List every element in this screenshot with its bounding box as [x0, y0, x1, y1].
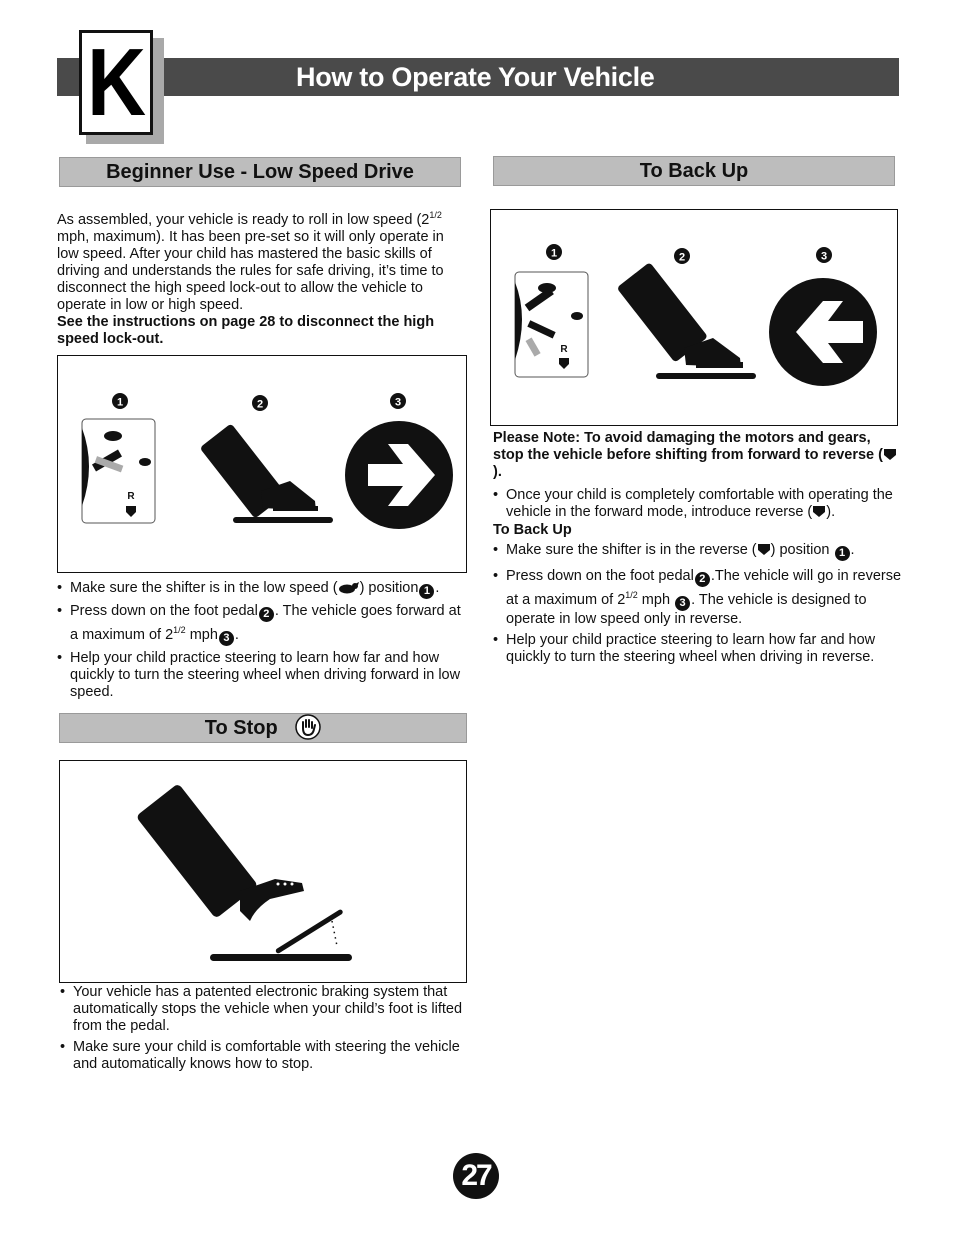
note-text: ).	[493, 464, 502, 480]
step-1-badge: 1	[419, 584, 434, 599]
backup-heading-text: To Back Up	[639, 160, 749, 182]
intro-fraction: 1/2	[429, 210, 442, 220]
intro-bold-note: See the instructions on page 28 to disconnect the high speed lock-out.	[57, 313, 435, 347]
reverse-diagram	[491, 210, 896, 424]
speed-fraction: 1/2	[625, 590, 638, 600]
bullet-text: .	[435, 580, 440, 596]
bullet-text: Make sure the shifter is in the reverse (	[506, 542, 757, 558]
backup-bullet-3	[493, 568, 903, 628]
step-3-badge: 3	[675, 596, 690, 611]
note-text: To avoid damaging the motors and gears, stop the vehicle before shifting from forward to reverse (	[493, 430, 883, 463]
reverse-label: R	[127, 491, 135, 502]
step-3-number: 3	[820, 250, 828, 263]
stop-diagram	[60, 761, 465, 981]
bullet-text: Help your child practice steering to learn how far and how quickly to turn the steering wheel when driving in reverse.	[506, 631, 876, 665]
step-2-number: 2	[256, 398, 264, 411]
backup-bullets	[493, 542, 903, 670]
turtle-icon	[757, 543, 771, 556]
beginner-heading-text: Beginner Use - Low Speed Drive	[106, 161, 414, 183]
backup-bullet-1	[493, 487, 903, 521]
intro-text-a: As assembled, your vehicle is ready to roll in low speed (2	[57, 211, 430, 228]
backup-bullet-2	[493, 542, 903, 561]
beginner-heading	[59, 157, 461, 187]
turtle-icon	[883, 448, 897, 461]
bullet-text: ).	[826, 504, 836, 520]
bullet-text: mph	[185, 626, 218, 643]
backup-bullets-intro	[493, 487, 903, 525]
bullet-text: ) position	[359, 580, 419, 596]
bullet-text: Help your child practice steering to learn how far and how quickly to turn the steering wheel when driving forward in low speed.	[70, 649, 461, 700]
step-3-number: 3	[394, 396, 402, 409]
reverse-illustration	[490, 209, 898, 426]
foot-pedal-icon	[617, 262, 756, 379]
foot-pedal-icon	[200, 423, 333, 523]
page-number: 27	[453, 1153, 499, 1199]
stop-hand-icon	[295, 714, 321, 740]
bullet-text: mph	[637, 591, 671, 608]
beginner-bullets	[57, 580, 469, 705]
section-letter: K	[87, 29, 147, 136]
reverse-label: R	[560, 344, 568, 355]
intro-text-b: mph, maximum). It has been pre-set so it will only operate in low speed. After your child has mastered the basic skills of driving and understands the rules for safe driving, it’s time to disconnect the high speed lock-out to allow the vehicle to operate in low or high speed.	[57, 228, 444, 313]
forward-diagram	[58, 356, 465, 571]
note-label: Please Note:	[493, 430, 581, 446]
step-1-number: 1	[116, 396, 124, 409]
bullet-text: . The vehicle is designed to operate in low speed only in reverse.	[506, 591, 867, 627]
rabbit-icon	[338, 582, 360, 594]
shifter-reverse-icon	[515, 272, 588, 377]
bullet-text: Make sure the shifter is in the low speed (	[70, 580, 338, 596]
bullet-text: Make sure your child is comfortable with steering the vehicle and automatically knows how to stop.	[73, 1039, 460, 1072]
bullet-text: .The vehicle will go in reverse at a maximum of 2	[506, 568, 902, 608]
bullet-text: Once your child is completely comfortable with operating the vehicle in the forward mode, introduce reverse (	[506, 487, 893, 520]
please-note	[493, 430, 898, 481]
step-2-badge: 2	[259, 607, 274, 622]
step-2-number: 2	[678, 251, 686, 264]
bullet-text: . The vehicle goes forward at a maximum of 2	[70, 603, 461, 643]
backup-subhead: To Back Up	[493, 522, 572, 538]
backup-heading	[493, 156, 895, 186]
bullet-text: Press down on the foot pedal	[70, 603, 258, 619]
stop-illustration	[59, 760, 467, 983]
stop-bullet-1	[60, 984, 470, 1035]
forward-illustration	[57, 355, 467, 573]
step-3-badge: 3	[219, 631, 234, 646]
beginner-bullet-3	[57, 650, 469, 701]
step-2-badge: 2	[695, 572, 710, 587]
step-1-number: 1	[550, 247, 558, 260]
section-letter-box	[79, 30, 153, 135]
foot-pedal-lifted-icon	[136, 783, 352, 961]
beginner-bullet-1	[57, 580, 469, 599]
stop-bullet-2	[60, 1039, 470, 1073]
beginner-bullet-2	[57, 603, 469, 646]
bullet-text: Press down on the foot pedal	[506, 568, 694, 584]
stop-bullets	[60, 984, 470, 1077]
speed-fraction: 1/2	[173, 625, 186, 635]
backup-bullet-4	[493, 632, 903, 666]
reverse-arrow-icon	[769, 278, 877, 386]
page-title: How to Operate Your Vehicle	[296, 62, 655, 92]
shifter-icon	[82, 419, 155, 523]
bullet-text: .	[850, 542, 855, 558]
bullet-text: .	[234, 626, 239, 643]
forward-arrow-icon	[345, 421, 453, 529]
bullet-text: ) position	[770, 542, 830, 558]
bullet-text: Your vehicle has a patented electronic braking system that automatically stops the vehicle when your child’s foot is lifted from the pedal.	[73, 984, 463, 1034]
stop-heading	[59, 713, 467, 743]
turtle-icon	[812, 505, 826, 518]
stop-heading-text: To Stop	[204, 717, 278, 739]
beginner-intro	[57, 207, 467, 348]
step-1-badge: 1	[835, 546, 850, 561]
